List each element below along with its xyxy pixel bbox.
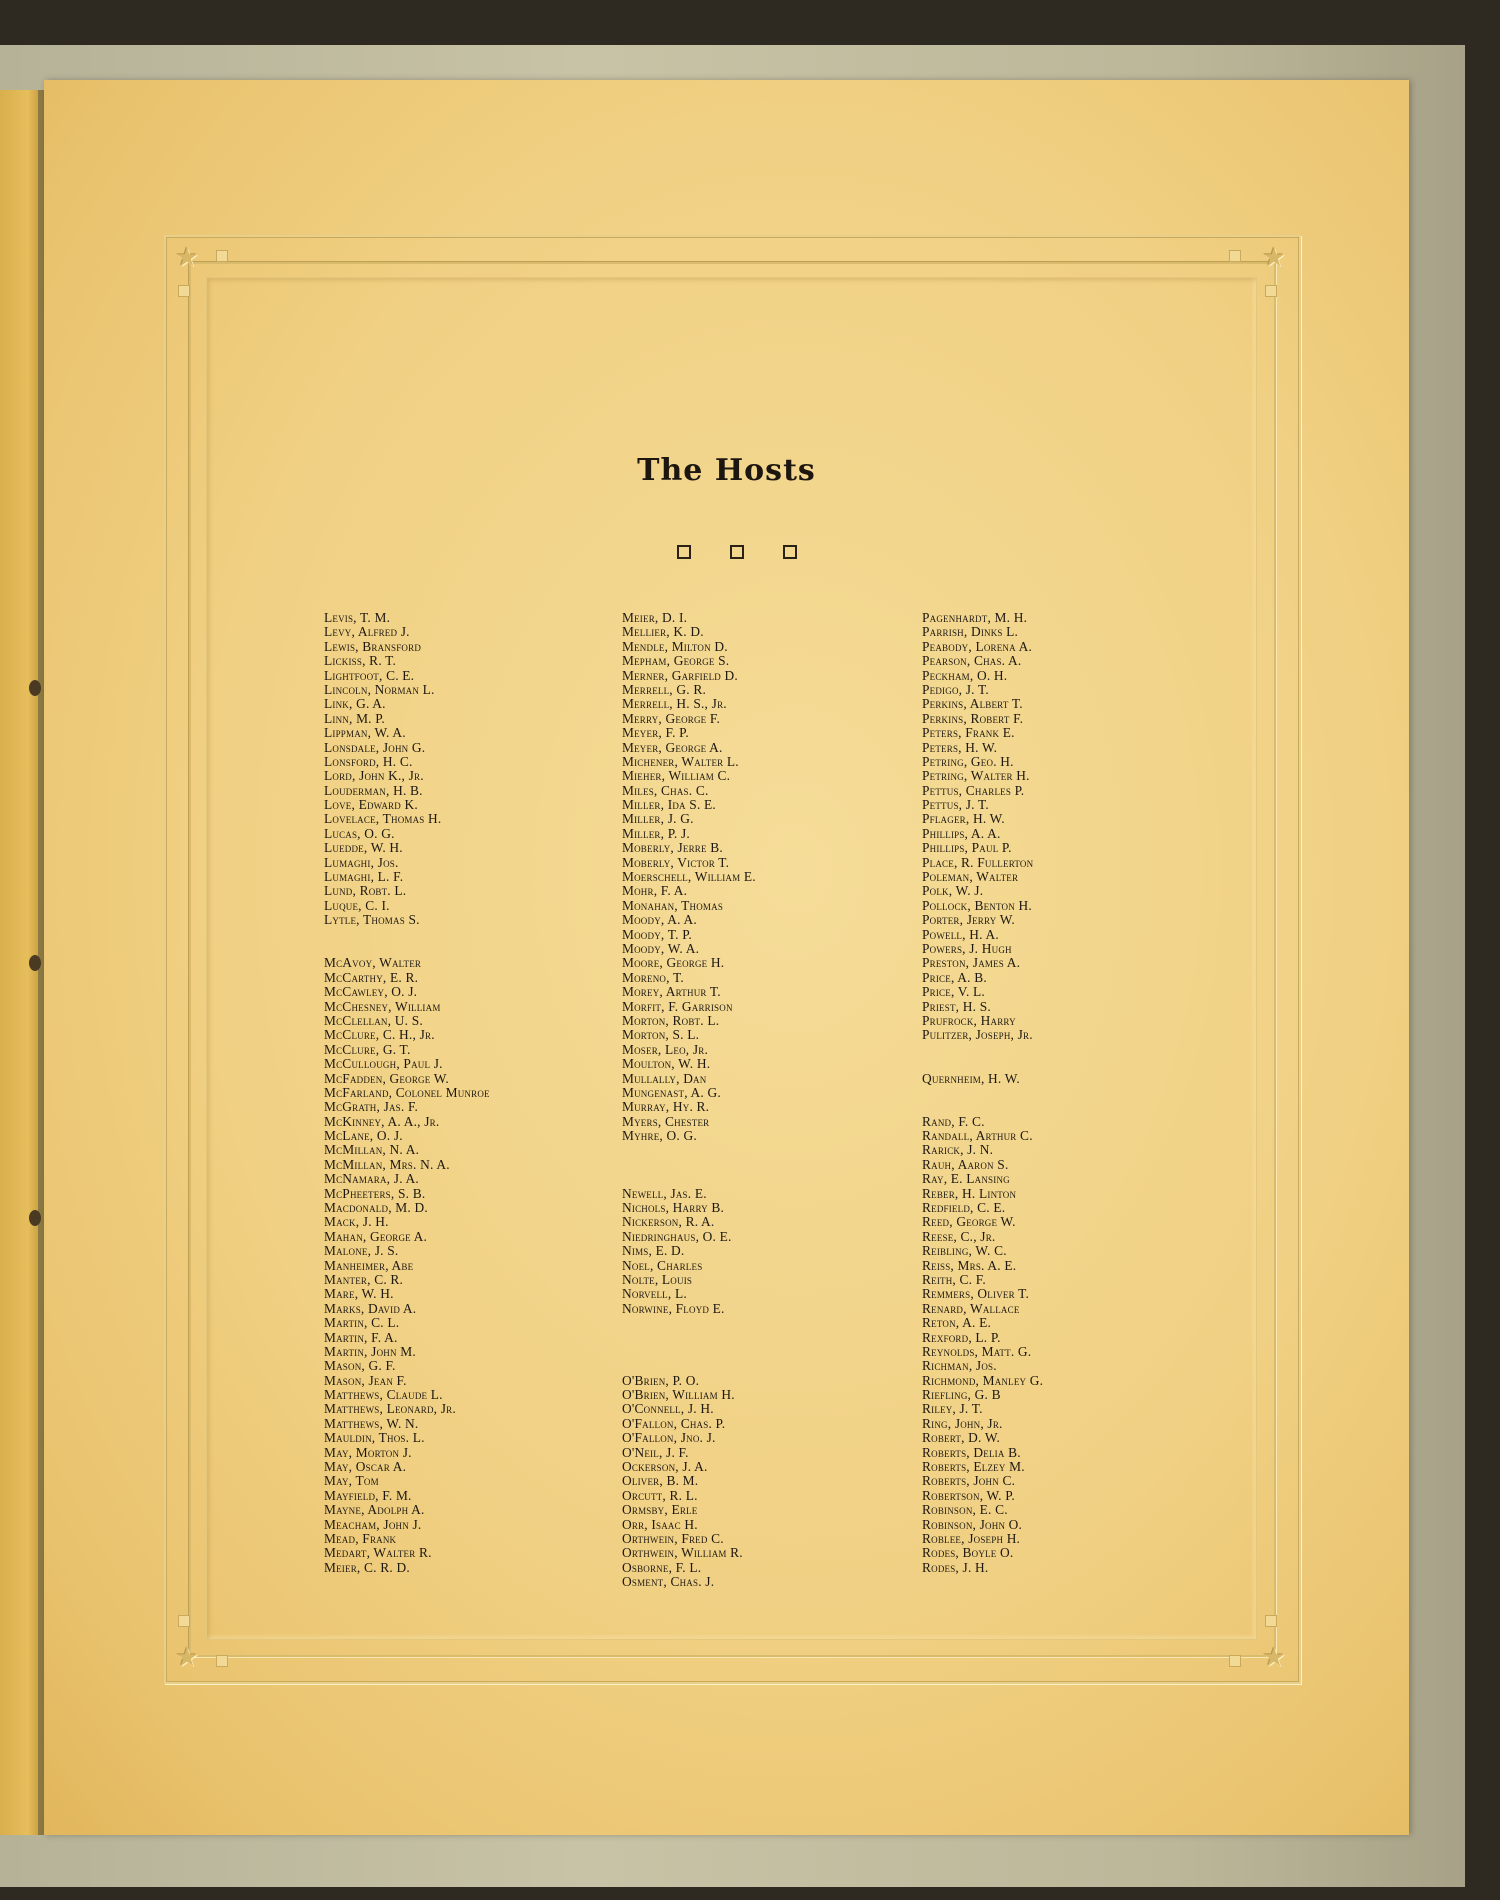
host-name: McCarthy, E. R.	[324, 969, 419, 985]
host-name: Lucas, O. G.	[324, 825, 395, 841]
host-name: Renard, Wallace	[922, 1300, 1020, 1316]
host-name: Richmond, Manley G.	[922, 1372, 1044, 1388]
host-name: Petring, Walter H.	[922, 768, 1030, 784]
host-name: Morton, S. L.	[622, 1027, 700, 1043]
host-name: Lonsdale, John G.	[324, 739, 426, 755]
host-name: Niedringhaus, O. E.	[622, 1228, 732, 1244]
host-name: Orr, Isaac H.	[622, 1516, 698, 1532]
host-name: Pedigo, J. T.	[922, 681, 989, 697]
host-name: Moody, A. A.	[622, 912, 697, 928]
host-name: Luedde, W. H.	[324, 840, 403, 856]
host-name: Reese, C., Jr.	[922, 1228, 996, 1244]
corner-square-icon	[178, 1615, 190, 1627]
host-name: Murray, Hy. R.	[622, 1099, 710, 1115]
star-ornament-icon: ★	[175, 243, 199, 273]
host-name: Nolte, Louis	[622, 1271, 693, 1287]
host-name: Love, Edward K.	[324, 797, 418, 813]
host-name: Merry, George F.	[622, 710, 721, 726]
host-name: Meyer, F. P.	[622, 725, 689, 741]
host-name: Martin, John M.	[324, 1343, 416, 1359]
host-name: Lytle, Thomas S.	[324, 912, 420, 928]
host-name: Pagenhardt, M. H.	[922, 610, 1028, 625]
host-name: Moulton, W. H.	[622, 1056, 711, 1072]
star-ornament-icon: ★	[1262, 1643, 1286, 1673]
host-name: McMillan, Mrs. N. A.	[324, 1156, 450, 1172]
host-name: Perkins, Albert T.	[922, 696, 1023, 712]
corner-square-icon	[1229, 1655, 1241, 1667]
host-name: O'Connell, J. H.	[622, 1401, 714, 1417]
host-name: Pearson, Chas. A.	[922, 653, 1022, 669]
host-name: Moser, Leo, Jr.	[622, 1041, 709, 1057]
host-name: McPheeters, S. B.	[324, 1185, 426, 1201]
host-name: McMillan, N. A.	[324, 1142, 420, 1158]
host-name: Robinson, John O.	[922, 1516, 1023, 1532]
host-name: Redfield, C. E.	[922, 1200, 1006, 1216]
host-name: Place, R. Fullerton	[922, 854, 1034, 870]
host-name: Rexford, L. P.	[922, 1329, 1001, 1345]
host-name: McNamara, J. A.	[324, 1171, 419, 1187]
host-name: Pflager, H. W.	[922, 811, 1005, 827]
column-spacer	[922, 1043, 1043, 1057]
host-name: Peters, H. W.	[922, 739, 998, 755]
column-spacer	[622, 1158, 756, 1172]
host-name: Rodes, J. H.	[922, 1559, 989, 1575]
host-name: Merrell, G. R.	[622, 681, 707, 697]
host-name: Priest, H. S.	[922, 998, 991, 1014]
host-name: Phillips, A. A.	[922, 825, 1001, 841]
host-name: Mare, W. H.	[324, 1286, 394, 1302]
host-name: Pettus, J. T.	[922, 797, 989, 813]
host-name: Link, G. A.	[324, 696, 386, 712]
host-name: Roblee, Joseph H.	[922, 1531, 1021, 1546]
host-name: McFadden, George W.	[324, 1070, 449, 1086]
host-name: Ockerson, J. A.	[622, 1459, 708, 1475]
host-name: O'Brien, P. O.	[622, 1372, 700, 1388]
host-name: McClellan, U. S.	[324, 1012, 423, 1028]
host-name: Lumaghi, Jos.	[324, 854, 399, 870]
host-name: Mieher, William C.	[622, 768, 731, 784]
host-name: Matthews, W. N.	[324, 1415, 419, 1431]
host-name: Reton, A. E.	[922, 1315, 992, 1331]
host-name: Robert, D. W.	[922, 1430, 1001, 1446]
column-spacer	[922, 1057, 1043, 1071]
host-name: Petring, Geo. H.	[922, 753, 1014, 769]
host-name: Ray, E. Lansing	[922, 1171, 1010, 1187]
column-spacer	[622, 1143, 756, 1157]
host-name: Miller, Ida S. E.	[622, 797, 716, 813]
host-name: McChesney, William	[324, 998, 441, 1014]
names-column-2	[622, 611, 756, 1590]
host-name: Reith, C. F.	[922, 1271, 986, 1287]
column-spacer	[622, 1316, 756, 1330]
host-name: Price, V. L.	[922, 984, 985, 1000]
host-name: Martin, C. L.	[324, 1315, 400, 1331]
host-name: Mead, Frank	[324, 1531, 397, 1546]
host-name: Lickiss, R. T.	[324, 653, 397, 669]
host-name: Lund, Robt. L.	[324, 883, 407, 899]
host-name: Peabody, Lorena A.	[922, 638, 1033, 654]
host-name: McClure, G. T.	[324, 1041, 411, 1057]
page-title: The Hosts	[637, 453, 816, 488]
host-name: May, Tom	[324, 1473, 379, 1489]
host-name: O'Brien, William H.	[622, 1387, 735, 1403]
host-name: Phillips, Paul P.	[922, 840, 1012, 856]
host-name: Rand, F. C.	[922, 1113, 985, 1129]
host-name: Osborne, F. L.	[622, 1559, 702, 1575]
host-name: Lightfoot, C. E.	[324, 667, 415, 683]
corner-square-icon	[178, 285, 190, 297]
host-name: Lewis, Bransford	[324, 638, 422, 654]
star-ornament-icon: ★	[1262, 243, 1286, 273]
host-name: Moerschell, William E.	[622, 869, 756, 885]
host-name: Merrell, H. S., Jr.	[622, 696, 727, 712]
corner-square-icon	[1229, 250, 1241, 262]
host-name: Mendle, Milton D.	[622, 638, 728, 654]
host-name: Meier, C. R. D.	[324, 1559, 410, 1575]
host-name: Reibling, W. C.	[922, 1243, 1007, 1259]
host-name: Moberly, Victor T.	[622, 854, 730, 870]
host-name: Robertson, W. P.	[922, 1487, 1015, 1503]
column-spacer	[922, 1086, 1043, 1100]
host-name: Meier, D. I.	[622, 610, 688, 625]
host-name: McClure, C. H., Jr.	[324, 1027, 435, 1043]
host-name: Merner, Garfield D.	[622, 667, 738, 683]
host-name: Meyer, George A.	[622, 739, 723, 755]
host-name: Noel, Charles	[622, 1257, 703, 1273]
host-name: Roberts, Elzey M.	[922, 1459, 1025, 1475]
host-name: Mahan, George A.	[324, 1228, 428, 1244]
host-name: Martin, F. A.	[324, 1329, 398, 1345]
host-name: Mellier, K. D.	[622, 624, 704, 640]
host-name: Polk, W. J.	[922, 883, 984, 899]
host-name: Lord, John K., Jr.	[324, 768, 424, 784]
corner-square-icon	[1265, 285, 1277, 297]
host-name: Levis, T. M.	[324, 610, 391, 625]
host-name: Reiss, Mrs. A. E.	[922, 1257, 1017, 1273]
host-name: Porter, Jerry W.	[922, 912, 1015, 928]
host-name: Parrish, Dinks L.	[922, 624, 1019, 640]
host-name: Randall, Arthur C.	[922, 1128, 1033, 1144]
square-ornament-icon	[730, 545, 744, 559]
host-name: Rarick, J. N.	[922, 1142, 994, 1158]
host-name: Preston, James A.	[922, 955, 1021, 971]
host-name: Myers, Chester	[622, 1113, 710, 1129]
host-name: McLane, O. J.	[324, 1128, 403, 1144]
host-name: Ring, John, Jr.	[922, 1415, 1003, 1431]
host-name: Meacham, John J.	[324, 1516, 422, 1532]
host-name: Mungenast, A. G.	[622, 1084, 721, 1100]
host-name: Mullally, Dan	[622, 1070, 707, 1086]
binding-stitch	[29, 1210, 41, 1226]
host-name: Orthwein, Fred C.	[622, 1531, 724, 1546]
host-name: Moreno, T.	[622, 969, 684, 985]
host-name: Ormsby, Erle	[622, 1502, 698, 1518]
host-name: Newell, Jas. E.	[622, 1185, 707, 1201]
host-name: O'Neil, J. F.	[622, 1444, 689, 1460]
host-name: Riley, J. T.	[922, 1401, 983, 1417]
host-name: McAvoy, Walter	[324, 955, 422, 971]
host-name: Miller, P. J.	[622, 825, 690, 841]
host-name: Moody, W. A.	[622, 940, 700, 956]
host-name: Louderman, H. B.	[324, 782, 423, 798]
host-name: Powers, J. Hugh	[922, 940, 1012, 956]
host-name: McGrath, Jas. F.	[324, 1099, 419, 1115]
host-name: Macdonald, M. D.	[324, 1200, 428, 1216]
host-name: Myhre, O. G.	[622, 1128, 697, 1144]
column-spacer	[622, 1331, 756, 1345]
host-name: Marks, David A.	[324, 1300, 417, 1316]
host-name: Reed, George W.	[922, 1214, 1016, 1230]
host-name: Malone, J. S.	[324, 1243, 399, 1259]
host-name: O'Fallon, Jno. J.	[622, 1430, 716, 1446]
host-name: Moody, T. P.	[622, 926, 692, 942]
host-name: McKinney, A. A., Jr.	[324, 1113, 440, 1129]
host-name: McCullough, Paul J.	[324, 1056, 443, 1072]
host-name: Orcutt, R. L.	[622, 1487, 698, 1503]
host-name: Prufrock, Harry	[922, 1012, 1016, 1028]
host-name: McCawley, O. J.	[324, 984, 418, 1000]
corner-square-icon	[1265, 1615, 1277, 1627]
names-column-1	[324, 611, 490, 1575]
corner-square-icon	[216, 1655, 228, 1667]
host-name: Reynolds, Matt. G.	[922, 1343, 1032, 1359]
binding-stitch	[29, 955, 41, 971]
host-name: Richman, Jos.	[922, 1358, 997, 1374]
host-name: Powell, H. A.	[922, 926, 999, 942]
binding-stitch	[29, 680, 41, 696]
host-name: Nickerson, R. A.	[622, 1214, 715, 1230]
host-name: Lippman, W. A.	[324, 725, 406, 741]
host-name: Morfit, F. Garrison	[622, 998, 733, 1014]
host-name: Nichols, Harry B.	[622, 1200, 725, 1216]
host-name: Lincoln, Norman L.	[324, 681, 435, 697]
host-name: O'Fallon, Chas. P.	[622, 1415, 726, 1431]
host-name: Mason, Jean F.	[324, 1372, 407, 1388]
title-ornament	[677, 545, 797, 565]
host-name: Peckham, O. H.	[922, 667, 1008, 683]
host-name: Orthwein, William R.	[622, 1545, 743, 1561]
names-column-3	[922, 611, 1043, 1575]
document-page	[44, 80, 1409, 1835]
host-name: Mohr, F. A.	[622, 883, 688, 899]
host-name: Rauh, Aaron S.	[922, 1156, 1009, 1172]
host-name: Linn, M. P.	[324, 710, 385, 726]
host-name: Mayne, Adolph A.	[324, 1502, 425, 1518]
host-name: Matthews, Claude L.	[324, 1387, 443, 1403]
host-name: Lumaghi, L. F.	[324, 869, 404, 885]
star-ornament-icon: ★	[175, 1643, 199, 1673]
host-name: Pollock, Benton H.	[922, 897, 1032, 913]
column-spacer	[922, 1100, 1043, 1114]
host-name: Perkins, Robert F.	[922, 710, 1024, 726]
corner-square-icon	[216, 250, 228, 262]
host-name: Manter, C. R.	[324, 1271, 404, 1287]
host-name: Mason, G. F.	[324, 1358, 396, 1374]
host-name: Mayfield, F. M.	[324, 1487, 412, 1503]
host-name: Pettus, Charles P.	[922, 782, 1025, 798]
host-name: Mepham, George S.	[622, 653, 730, 669]
square-ornament-icon	[783, 545, 797, 559]
host-name: Reber, H. Linton	[922, 1185, 1017, 1201]
column-spacer	[622, 1345, 756, 1359]
host-name: Matthews, Leonard, Jr.	[324, 1401, 456, 1417]
host-name: Mack, J. H.	[324, 1214, 389, 1230]
column-spacer	[324, 942, 490, 956]
host-name: Moore, George H.	[622, 955, 725, 971]
host-name: Luque, C. I.	[324, 897, 390, 913]
host-name: Manheimer, Abe	[324, 1257, 414, 1273]
host-name: Norvell, L.	[622, 1286, 687, 1302]
host-name: Riefling, G. B	[922, 1387, 1001, 1403]
host-name: Miller, J. G.	[622, 811, 694, 827]
host-name: Lonsford, H. C.	[324, 753, 413, 769]
host-name: Levy, Alfred J.	[324, 624, 410, 640]
host-name: Miles, Chas. C.	[622, 782, 709, 798]
host-name: Morton, Robt. L.	[622, 1012, 720, 1028]
host-name: Rodes, Boyle O.	[922, 1545, 1014, 1561]
host-name: McFarland, Colonel Munroe	[324, 1084, 490, 1100]
host-name: Osment, Chas. J.	[622, 1574, 715, 1590]
host-name: Nims, E. D.	[622, 1243, 685, 1259]
host-name: Peters, Frank E.	[922, 725, 1015, 741]
host-name: Remmers, Oliver T.	[922, 1286, 1030, 1302]
column-spacer	[622, 1172, 756, 1186]
host-name: Price, A. B.	[922, 969, 987, 985]
host-name: Roberts, Delia B.	[922, 1444, 1021, 1460]
host-name: Morey, Arthur T.	[622, 984, 721, 1000]
host-name: Robinson, E. C.	[922, 1502, 1008, 1518]
host-name: Quernheim, H. W.	[922, 1070, 1020, 1086]
host-name: May, Oscar A.	[324, 1459, 407, 1475]
host-name: Oliver, B. M.	[622, 1473, 699, 1489]
host-name: Medart, Walter R.	[324, 1545, 432, 1561]
host-name: Lovelace, Thomas H.	[324, 811, 442, 827]
host-name: Norwine, Floyd E.	[622, 1300, 725, 1316]
host-name: Moberly, Jerre B.	[622, 840, 723, 856]
host-name: Poleman, Walter	[922, 869, 1019, 885]
square-ornament-icon	[677, 545, 691, 559]
host-name: May, Morton J.	[324, 1444, 412, 1460]
column-spacer	[324, 928, 490, 942]
host-name: Pulitzer, Joseph, Jr.	[922, 1027, 1033, 1043]
host-name: Monahan, Thomas	[622, 897, 724, 913]
host-name: Michener, Walter L.	[622, 753, 739, 769]
column-spacer	[622, 1359, 756, 1373]
host-name: Roberts, John C.	[922, 1473, 1016, 1489]
host-name: Mauldin, Thos. L.	[324, 1430, 425, 1446]
